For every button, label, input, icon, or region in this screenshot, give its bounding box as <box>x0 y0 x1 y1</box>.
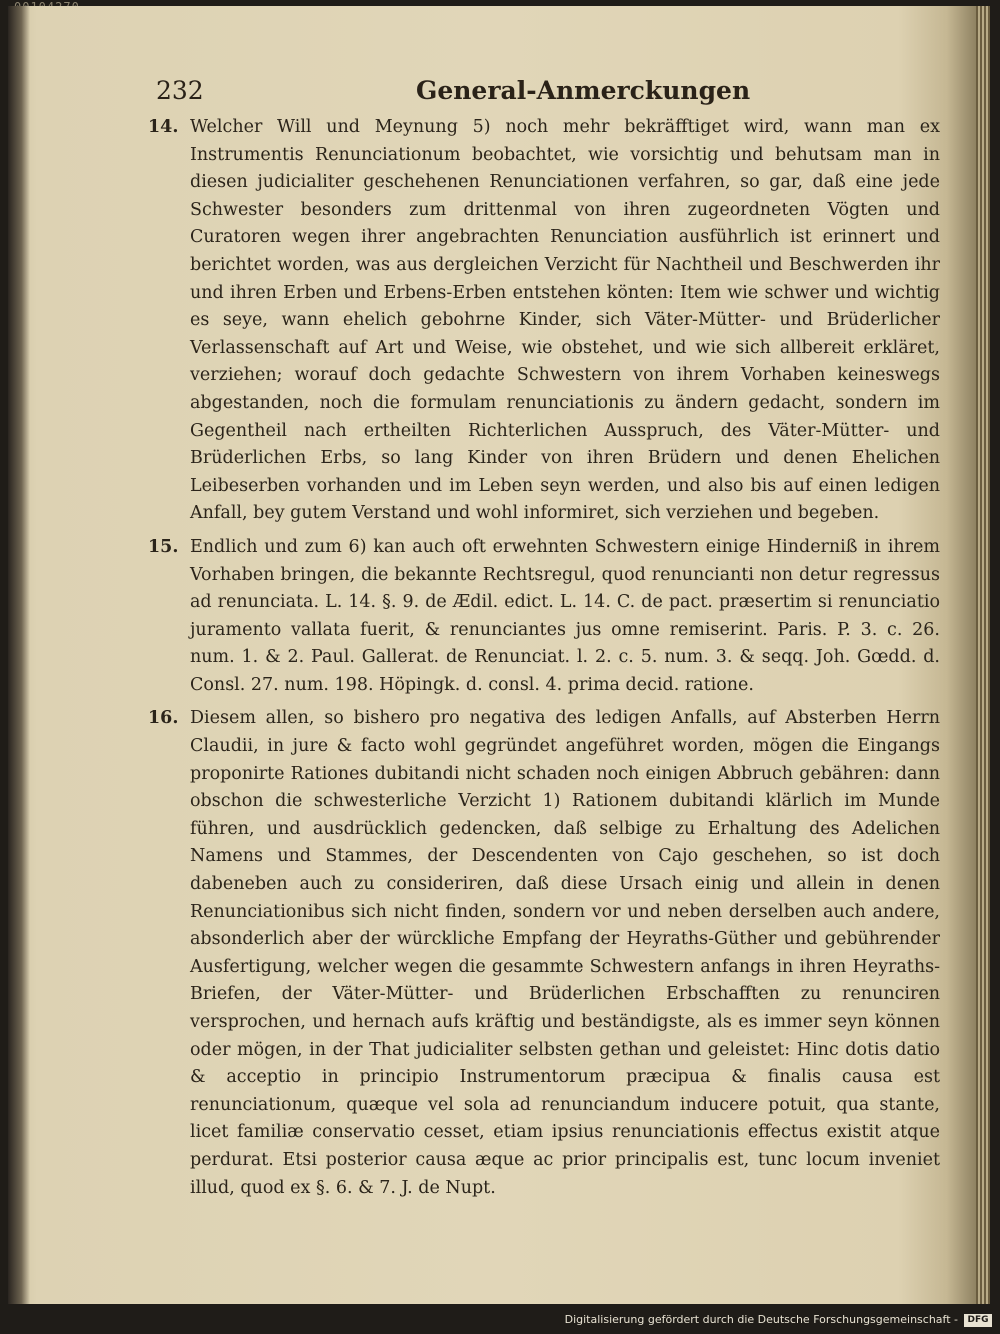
paragraph-text: Diesem allen, so bishero pro negativa des ledigen Anfalls, auf Absterben Herrn Claudii, in jure & facto wohl gegründet angeführet worden, mögen die Eingangs proponirte Rationes dubitandi nicht schaden noch einigen Abbruch gebähren: dann obschon die schwesterliche Verzicht 1) Rationem dubitandi klärlich im Munde führen, und ausdrücklich gedencken, daß selbige zu Erhaltung des Adelichen Namens und Stammes, der Descendenten von Cajo geschehen, so ist doch dabeneben auch zu consideriren, daß diese Ursach einig und allein in denen Renunciationibus sich nicht finden, sondern vor und neben derselben auch andere, absonderlich aber der würckliche Empfang der Heyraths-Güther und gebührender Ausfertigung, welcher wegen die gesammte Schwestern anfangs in ihren Heyraths-Briefen, der Väter-Mütter- und Brüderlichen Erbschafften zu renunciren versprochen, und hernach aufs kräftig und beständigste, als es immer seyn können oder mögen, in der That judicialiter selbsten gethan und geleistet: Hinc dotis datio & acceptio in principio Instrumentorum præcipua & finalis causa est renunciationum, quæque vel sola ad renunciandum inducere potuit, qua stante, licet familiæ conservatio cesset, etiam ipsius renunciationis effectus existit atque perdurat. Etsi posterior causa æque ac prior principalis est, tunc locum inveniet illud, quod ex §. 6. & 7. J. de Nupt. <box>190 708 940 1198</box>
body-text <box>148 114 940 1202</box>
paragraph-14 <box>148 114 940 528</box>
running-head: General-Anmerckungen <box>416 76 751 105</box>
page-header <box>156 72 936 112</box>
paragraph-15 <box>148 534 940 700</box>
page-edge-stack <box>976 6 990 1304</box>
dfg-logo: DFG <box>964 1314 992 1327</box>
paragraph-number: 16. <box>148 708 179 729</box>
paragraph-number: 14. <box>148 117 179 137</box>
paragraph-text: Endlich und zum 6) kan auch oft erwehnten Schwestern einige Hinderniß in ihrem Vorhaben bringen, die bekannte Rechtsregul, quod renuncianti non detur regressus ad renunciata. L. 14. §. 9. de Ædil. edict. L. 14. C. de pact. præsertim si renunciatio juramento vallata fuerit, & renunciantes jus omne remiserint. Paris. P. 3. c. 26. num. 1. & 2. Paul. Gallerat. de Renunciat. l. 2. c. 5. num. 3. & seqq. Joh. Gœdd. d. Consl. 27. num. 198. Höpingk. d. consl. 4. prima decid. ratione. <box>190 536 940 695</box>
paragraph-text: Welcher Will und Meynung 5) noch mehr bekräfftiget wird, wann man ex Instrumentis Renunciationum beobachtet, wie vorsichtig und behutsam man in diesen judicialiter geschehenen Renunciationen verfahren, so gar, daß eine jede Schwester besonders zum drittenmal von ihren zugeordneten Vögten und Curatoren wegen ihrer angebrachten Renunciation ausführlich ist erinnert und berichtet worden, was aus dergleichen Verzicht für Nachtheil und Beschwerden ihr und ihren Erben und Erbens-Erben entstehen könten: Item wie schwer und wichtig es seye, wann ehelich gebohrne Kinder, sich Väter-Mütter- und Brüderlicher Verlassenschaft auf Art und Weise, wie obstehet, und wie sich allbereit erkläret, verziehen; worauf doch gedachte Schwestern von ihrem Vorhaben keineswegs abgestanden, noch die formulam renunciationis zu ändern gedacht, sondern im Gegentheil nach ertheilten Richterlichen Ausspruch, des Väter-Mütter- und Brüderlichen Erbs, so lang Kinder von ihren Brüdern und denen Ehelichen Leibeserben vorhanden und im Leben seyn werden, und also bis auf einen ledigen Anfall, bey gutem Verstand und wohl informiret, sich verziehen und begeben. <box>190 117 940 524</box>
paragraph-number: 15. <box>148 536 179 557</box>
book-spine <box>8 6 30 1304</box>
funding-credit: Digitalisierung gefördert durch die Deutsche Forschungsgemeinschaft - <box>564 1313 958 1326</box>
paragraph-16 <box>148 705 940 1202</box>
page-number: 232 <box>156 76 204 105</box>
